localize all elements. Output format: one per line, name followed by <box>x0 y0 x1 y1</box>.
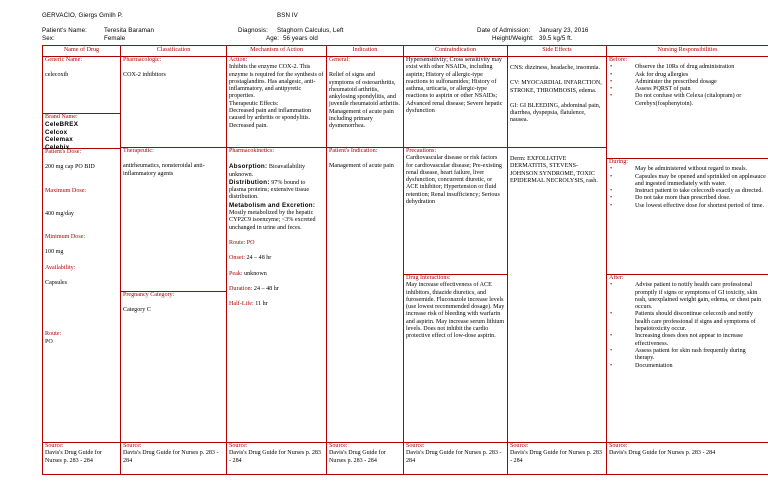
brand-4: Celebix <box>45 143 70 151</box>
source-text: Davis's Drug Guide for Nurses p. 283 - 284 <box>510 450 602 464</box>
admission-label: Date of Admission: <box>477 27 531 34</box>
patient-indication-label: Patient's Indication: <box>329 148 378 154</box>
list-item: • Increasing doses does not appear to increase effectiveness. <box>609 333 766 348</box>
pk-route: Route: PO <box>229 239 255 246</box>
cell-mechanism <box>227 57 327 443</box>
distribution-value: 97% bound to plasma proteins; extensive tissue distribution. <box>229 179 310 201</box>
list-item: • Assess PQRST of pain <box>609 86 766 93</box>
section: BSN IV <box>277 12 298 19</box>
source-label: Source: <box>329 443 348 449</box>
admission-value: January 23, 2016 <box>539 27 589 34</box>
col-header-contraindication: Contraindication <box>404 46 508 57</box>
after-label: After: <box>609 275 624 281</box>
source-label: Source: <box>510 443 529 449</box>
source-cell <box>508 443 607 475</box>
duration-value: 24 – 48 hr <box>253 285 279 292</box>
list-item: • Use lowest effective dose for shortest period of time. <box>609 203 766 210</box>
during-label: During: <box>609 159 628 165</box>
availability-value: Capsules <box>45 280 68 287</box>
interactions-value: May increase effectiveness of ACE inhibitors, thiazide diuretics, and furosemide. Fluconazole increase levels (use lowest recommended dosage). May increase risk of bleeding with warfarin and aspirin. May increase serum lithium levels. Does not inhibit the cardio protective effect of low-dose aspirin. <box>406 282 505 340</box>
list-item: • Observe the 10Rs of drug administration <box>609 64 766 71</box>
half-life-label: Half-Life: <box>229 301 254 308</box>
brand-1: CeleBREX <box>45 121 79 129</box>
patient-indication-value: Management of acute pain <box>329 163 394 170</box>
cell-name-of-drug <box>43 57 121 443</box>
source-label: Source: <box>229 443 248 449</box>
sex-value: Female <box>104 35 126 42</box>
max-dose-label: Maximum Dose: <box>45 187 87 194</box>
pregnancy-value: Category C <box>123 307 151 314</box>
metabolism-value: Mostly metabolized by the hepatic CYP2C9 isoenzyme; <3% excreted unchanged in urine and feces. <box>229 210 316 231</box>
pharmacologic-label: Pharmacologic: <box>123 57 162 63</box>
route-label: Route: <box>45 331 62 338</box>
age-label: Age: <box>266 35 280 42</box>
side-effect-gi: GI: GI BLEEDING, abdominal pain, diarrhea, dyspepsia, flatulence, nausea. <box>510 102 601 124</box>
generic-value: celecoxib <box>45 72 69 79</box>
before-list <box>609 64 766 108</box>
source-text: Davis's Drug Guide for Nurses p. 283 - 284 <box>329 450 386 464</box>
therapeutic-effects-value: Decreased pain and inflammation caused by arthritis or spondylitis. Decreased pain. <box>229 108 312 129</box>
col-header-name: Name of Drug <box>43 46 121 57</box>
height-weight-value: 39.5 kg/5 ft. <box>539 35 573 42</box>
patient-name-value: Teresita Baraman <box>104 27 155 34</box>
list-item: • Do not take more than prescribed dose. <box>609 195 766 202</box>
pregnancy-label: Pregnancy Category: <box>123 292 175 298</box>
list-item: • Documentation <box>609 363 766 370</box>
list-item: • Advise patient to notify health care professional promptly if signs or symptoms of GI toxicity, skin rash, unexplained weight gain, edema, or chest pain occurs. <box>609 282 766 311</box>
after-list <box>609 282 766 370</box>
col-header-side-effects: Side Effects <box>508 46 607 57</box>
general-indication-label: General: <box>329 57 350 63</box>
min-dose-label: Minimum Dose: <box>45 234 86 241</box>
generic-label: Generic Name: <box>45 57 83 63</box>
therapeutic-value: antirheumatics, nonsteroidal anti-inflammatory agents <box>123 163 205 177</box>
list-item: • Instruct patient to take celecoxib exactly as directed. <box>609 188 766 195</box>
col-header-nursing: Nursing Responsibilities <box>607 46 768 57</box>
student-name: GERVACIO, Giergs Gmilh P. <box>42 12 123 19</box>
source-cell <box>43 443 121 475</box>
source-label: Source: <box>45 443 64 449</box>
list-item: • Patients should discontinue celecoxib and notify health care professional if signs and symptoms of hepatotoxicity occur. <box>609 311 766 333</box>
cell-side-effects <box>508 57 607 443</box>
content-row <box>43 57 768 443</box>
therapeutic-label: Therapeutic: <box>123 148 154 154</box>
list-item: • Do not confuse with Celexa (citalopram) or Cerebyx(fosphenytoin). <box>609 93 766 108</box>
cell-contraindication <box>404 57 508 443</box>
pharmacologic-value: COX-2 inhibitors <box>123 72 166 79</box>
diagnosis-label: Diagnosis: <box>238 27 268 34</box>
precautions-label: Precautions: <box>406 148 437 154</box>
source-label: Source: <box>123 443 142 449</box>
source-label: Source: <box>406 443 425 449</box>
source-text: Davis's Drug Guide for Nurses p. 283 - 284 <box>45 450 102 464</box>
before-label: Before: <box>609 57 628 63</box>
brand-3: Celemax <box>45 136 74 144</box>
cell-indication <box>327 57 404 443</box>
source-row <box>43 443 768 475</box>
interactions-label: Drug Interactions: <box>406 275 451 281</box>
contraindication-value: Hypersensitivity; Cross sensitivity may exist with other NSAIDs, including aspirin; History of allergic-type reactions to sulfonamides; History of asthma, urticaria, or allergic-type reactions to aspirin or other NSAIDs; Advanced renal disease; Severe hepatic dysfunction <box>406 57 503 115</box>
drug-study-table <box>42 45 768 475</box>
absorption-label: Absorption: <box>229 163 268 171</box>
cell-nursing <box>607 57 768 443</box>
distribution-label: Distribution: <box>229 178 270 186</box>
source-text: Davis's Drug Guide for Nurses p. 283 - 284 <box>229 450 321 464</box>
brand-label: Brand Name: <box>45 114 78 120</box>
header-row <box>43 46 768 57</box>
metabolism-label: Metabolism and Excretion: <box>229 201 316 209</box>
dose-label: Patient's Dose: <box>45 149 82 155</box>
peak-label: Peak: <box>229 270 243 277</box>
therapeutic-effects-label: Therapeutic Effects: <box>229 100 279 107</box>
sex-label: Sex: <box>42 35 55 42</box>
document-header <box>0 0 768 45</box>
side-effect-cns: CNS: dizziness, headache, insomnia. <box>510 65 601 71</box>
col-header-indication: Indication <box>327 46 404 57</box>
pharmacokinetics-label: Pharmacokinetics: <box>229 148 275 154</box>
availability-label: Availability: <box>45 264 76 271</box>
route-value: PO <box>45 338 53 345</box>
precautions-value: Cardiovascular disease or risk factors for cardiovascular disease; Pre-existing renal disease, heart failure, liver dysfunction, concurrent diuretic, or ACE inhibitor; Hypertension or fluid retention; Renal insufficiency; Serious dehydration <box>406 155 502 206</box>
height-weight-label: Height/Weight: <box>492 35 534 42</box>
source-text: Davis's Drug Guide for Nurses p. 283 - 284 <box>406 450 502 464</box>
source-cell <box>404 443 508 475</box>
side-effect-derm: Derm: EXFOLIATIVE DERMATITIS, STEVENS-JOHNSON SYNDROME, TOXIC EPIDERMAL NECROLYSIS, rash. <box>510 156 598 184</box>
min-dose-value: 100 mg <box>45 249 64 256</box>
source-text: Davis's Drug Guide for Nurses p. 283 - 284 <box>609 450 716 457</box>
max-dose-value: 400 mg/day <box>45 210 74 217</box>
list-item: • Assess patient for skin rash frequently during therapy. <box>609 348 766 363</box>
list-item: • Capsules may be opened and sprinkled on applesauce and ingested immediately with water. <box>609 174 766 189</box>
source-text: Davis's Drug Guide for Nurses p. 283 - 284 <box>123 450 219 464</box>
action-label: Action: <box>229 57 248 63</box>
duration-label: Duration: <box>229 285 253 292</box>
onset-label: Onset: <box>229 255 245 262</box>
source-cell <box>327 443 404 475</box>
brand-2: Celcox <box>45 128 68 136</box>
action-value: Inhibits the enzyme COX-2. This enzyme is required for the synthesis of prostaglandins. Has analgesic, anti-inflammatory, and antipyretic properties. <box>229 64 324 100</box>
source-label: Source: <box>609 443 628 449</box>
col-header-classification: Classification <box>121 46 227 57</box>
during-list <box>609 166 766 210</box>
half-life-value: 11 hr <box>255 301 268 308</box>
general-indication-value: Relief of signs and symptoms of osteoarthritis, rheumatoid arthritis, ankylosing spondylitis, and juvenile rheumatoid arthritis. Management of acute pain including primary dysmenorrhea. <box>329 72 400 130</box>
list-item: • Administer the prescribed dosage <box>609 79 766 86</box>
peak-value: unknown <box>244 270 267 277</box>
patient-name-label: Patient's Name: <box>42 27 87 34</box>
cell-classification <box>121 57 227 443</box>
list-item: • May be administered without regard to meals. <box>609 166 766 173</box>
onset-value: 24 – 48 hr <box>246 255 272 262</box>
absorption-value: Bioavailability unknown. <box>229 164 306 178</box>
source-cell <box>227 443 327 475</box>
list-item: • Ask for drug allergies <box>609 72 766 79</box>
source-cell <box>121 443 227 475</box>
side-effect-cv: CV: MYOCARDIAL INFARCTION, STROKE, THROMBOSIS, edema. <box>510 80 602 94</box>
source-cell <box>607 443 768 475</box>
diagnosis-value: Staghorn Calculus, Left <box>277 27 344 34</box>
col-header-mechanism: Mechanism of Action <box>227 46 327 57</box>
age-value: 56 years old <box>283 35 318 42</box>
dose-value: 200 mg cap PO BID <box>45 164 95 171</box>
